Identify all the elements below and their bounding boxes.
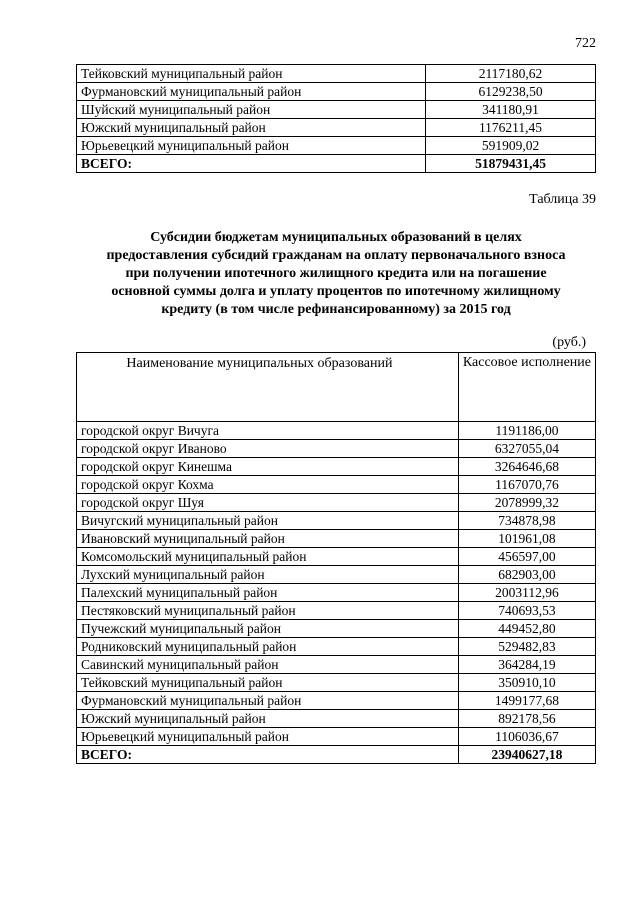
table-caption: Таблица 39: [529, 192, 596, 207]
column-header-name: Наименование муниципальных образований: [77, 353, 459, 422]
amount-value: 740693,53: [458, 602, 595, 620]
table-row: [77, 692, 596, 710]
municipality-name: городской округ Вичуга: [77, 422, 459, 440]
table-row: [77, 710, 596, 728]
amount-value: 529482,83: [458, 638, 595, 656]
amount-value: 1191186,00: [458, 422, 595, 440]
total-label: ВСЕГО:: [77, 155, 426, 173]
municipality-name: Южский муниципальный район: [77, 710, 459, 728]
top-table: [76, 64, 596, 173]
table-row: [77, 458, 596, 476]
table-row: [77, 65, 596, 83]
table-row: [77, 602, 596, 620]
municipality-name: Юрьевецкий муниципальный район: [77, 137, 426, 155]
table-row: [77, 512, 596, 530]
municipality-name: Ивановский муниципальный район: [77, 530, 459, 548]
table-row: [77, 548, 596, 566]
amount-value: 2003112,96: [458, 584, 595, 602]
municipality-name: Пучежский муниципальный район: [77, 620, 459, 638]
table-row: [77, 476, 596, 494]
amount-value: 682903,00: [458, 566, 595, 584]
total-row: [77, 746, 596, 764]
amount-value: 3264646,68: [458, 458, 595, 476]
municipality-name: Палехский муниципальный район: [77, 584, 459, 602]
municipality-name: Савинский муниципальный район: [77, 656, 459, 674]
total-value: 23940627,18: [458, 746, 595, 764]
amount-value: 734878,98: [458, 512, 595, 530]
amount-value: 591909,02: [426, 137, 596, 155]
table-row: [77, 494, 596, 512]
title-line: кредиту (в том числе рефинансированному) за 2015 год: [161, 302, 511, 317]
table-row: [77, 119, 596, 137]
total-row: [77, 155, 596, 173]
municipality-name: Тейковский муниципальный район: [77, 65, 426, 83]
municipality-name: городской округ Иваново: [77, 440, 459, 458]
municipality-name: Вичугский муниципальный район: [77, 512, 459, 530]
title-line: предоставления субсидий гражданам на оплату первоначального взноса: [106, 248, 566, 263]
table-row: [77, 530, 596, 548]
amount-value: 1499177,68: [458, 692, 595, 710]
amount-value: 341180,91: [426, 101, 596, 119]
total-value: 51879431,45: [426, 155, 596, 173]
municipality-name: Родниковский муниципальный район: [77, 638, 459, 656]
municipality-name: Фурмановский муниципальный район: [77, 692, 459, 710]
municipality-name: городской округ Кохма: [77, 476, 459, 494]
amount-value: 449452,80: [458, 620, 595, 638]
table-row: [77, 656, 596, 674]
title-line: при получении ипотечного жилищного кредита или на погашение: [125, 266, 547, 281]
amount-value: 6327055,04: [458, 440, 595, 458]
amount-value: 1176211,45: [426, 119, 596, 137]
table-row: [77, 728, 596, 746]
subsidies-table: [76, 352, 596, 764]
amount-value: 456597,00: [458, 548, 595, 566]
table-row: [77, 620, 596, 638]
amount-value: 350910,10: [458, 674, 595, 692]
table-row: [77, 674, 596, 692]
municipality-name: Южский муниципальный район: [77, 119, 426, 137]
page-number: 722: [575, 36, 596, 51]
currency-unit: (руб.): [552, 335, 586, 350]
column-header-value: Кассовое исполнение: [458, 353, 595, 422]
municipality-name: городской округ Шуя: [77, 494, 459, 512]
table-row: [77, 584, 596, 602]
title-line: Субсидии бюджетам муниципальных образований в целях: [150, 230, 522, 245]
amount-value: 1167070,76: [458, 476, 595, 494]
amount-value: 2078999,32: [458, 494, 595, 512]
amount-value: 1106036,67: [458, 728, 595, 746]
top-table-body: [77, 65, 596, 173]
municipality-name: Пестяковский муниципальный район: [77, 602, 459, 620]
table-row: [77, 137, 596, 155]
municipality-name: Лухский муниципальный район: [77, 566, 459, 584]
amount-value: 101961,08: [458, 530, 595, 548]
table-row: [77, 566, 596, 584]
amount-value: 2117180,62: [426, 65, 596, 83]
title-line: основной суммы долга и уплату процентов по ипотечному жилищному: [111, 284, 561, 299]
table-row: [77, 101, 596, 119]
municipality-name: Тейковский муниципальный район: [77, 674, 459, 692]
municipality-name: городской округ Кинешма: [77, 458, 459, 476]
table-row: [77, 440, 596, 458]
amount-value: 364284,19: [458, 656, 595, 674]
municipality-name: Фурмановский муниципальный район: [77, 83, 426, 101]
header-row: [77, 353, 596, 422]
table-row: [77, 422, 596, 440]
municipality-name: Шуйский муниципальный район: [77, 101, 426, 119]
amount-value: 892178,56: [458, 710, 595, 728]
municipality-name: Комсомольский муниципальный район: [77, 548, 459, 566]
subsidies-table-body: [77, 353, 596, 764]
table-row: [77, 638, 596, 656]
amount-value: 6129238,50: [426, 83, 596, 101]
total-label: ВСЕГО:: [77, 746, 459, 764]
municipality-name: Юрьевецкий муниципальный район: [77, 728, 459, 746]
table-title: [76, 229, 596, 319]
table-row: [77, 83, 596, 101]
